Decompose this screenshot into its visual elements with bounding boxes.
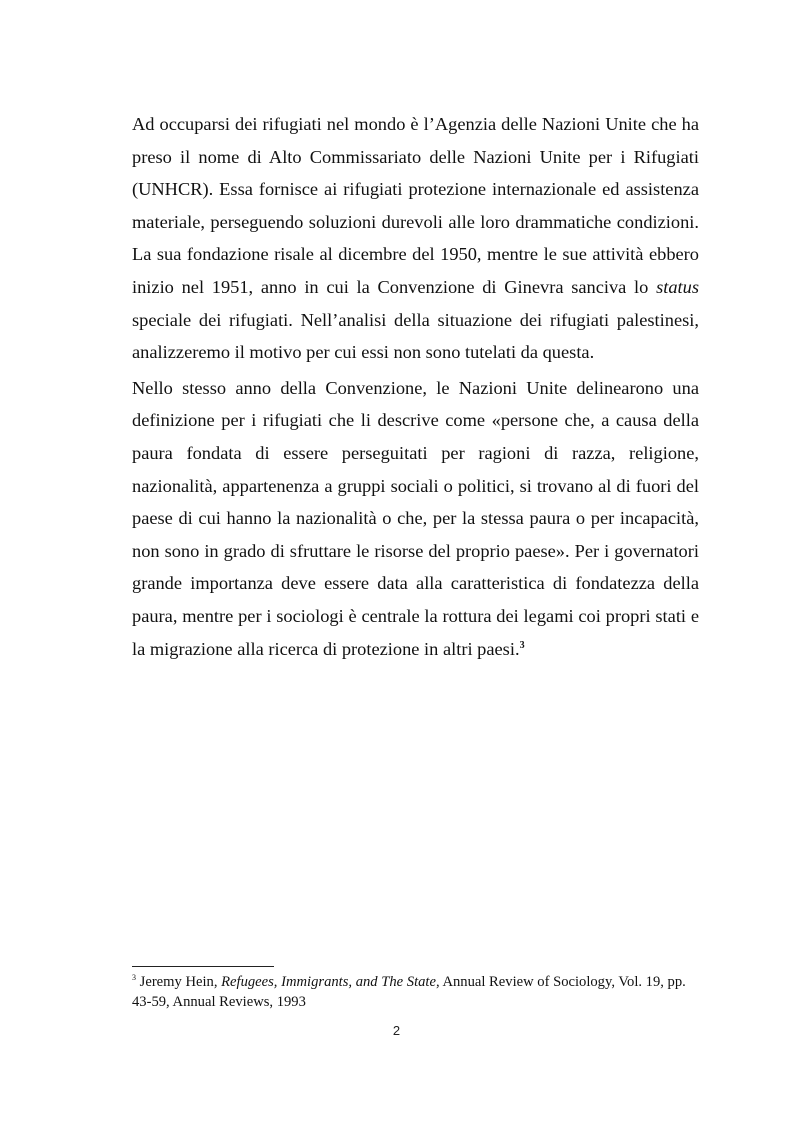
paragraph-1-italic-status: status — [656, 276, 699, 297]
footnote-reference[interactable]: 3 — [519, 639, 525, 651]
paragraph-2 — [132, 372, 699, 665]
paragraph-2-text: Nello stesso anno della Convenzione, le Nazioni Unite delinearono una definizione per i rifugiati che li descrive come «persone che, a causa della paura fondata di essere perseguitati per ragioni di razza, religione, nazionalità, appartenenza a gruppi sociali o politici, si trovano al di fuori del paese di cui hanno la nazionalità o che, per la stessa paura o per incapacità, non sono in grado di sfruttare le risorse del proprio paese». Per i governatori grande importanza deve essere data alla caratteristica di fondatezza della paura, mentre per i sociologi è centrale la rottura dei legami coi propri stati e la migrazione alla ricerca di protezione in altri paesi. — [132, 377, 699, 659]
footnote-number: 3 — [132, 973, 136, 983]
body-text — [132, 108, 699, 665]
footnote-separator — [132, 966, 274, 967]
footnote — [132, 972, 699, 1012]
paragraph-1-text-b: speciale dei rifugiati. Nell’analisi della situazione dei rifugiati palestinesi, analizzeremo il motivo per cui essi non sono tutelati da questa. — [132, 309, 699, 363]
paragraph-1 — [132, 108, 699, 369]
paragraph-1-text-a: Ad occuparsi dei rifugiati nel mondo è l’Agenzia delle Nazioni Unite che ha preso il nome di Alto Commissariato delle Nazioni Unite per i Rifugiati (UNHCR). Essa fornisce ai rifugiati protezione internazionale ed assistenza materiale, perseguendo soluzioni durevoli alle loro drammatiche condizioni. La sua fondazione risale al dicembre del 1950, mentre le sue attività ebbero inizio nel 1951, anno in cui la Convenzione di Ginevra sanciva lo — [132, 114, 699, 297]
page-number: 2 — [392, 1023, 401, 1038]
footnote-title: Refugees, Immigrants, and The State — [221, 974, 436, 990]
footnote-details: , Annual Review of Sociology, Vol. 19, pp. 43-59, Annual Reviews, 1993 — [132, 974, 686, 1010]
footnote-author: Jeremy Hein, — [139, 974, 222, 990]
